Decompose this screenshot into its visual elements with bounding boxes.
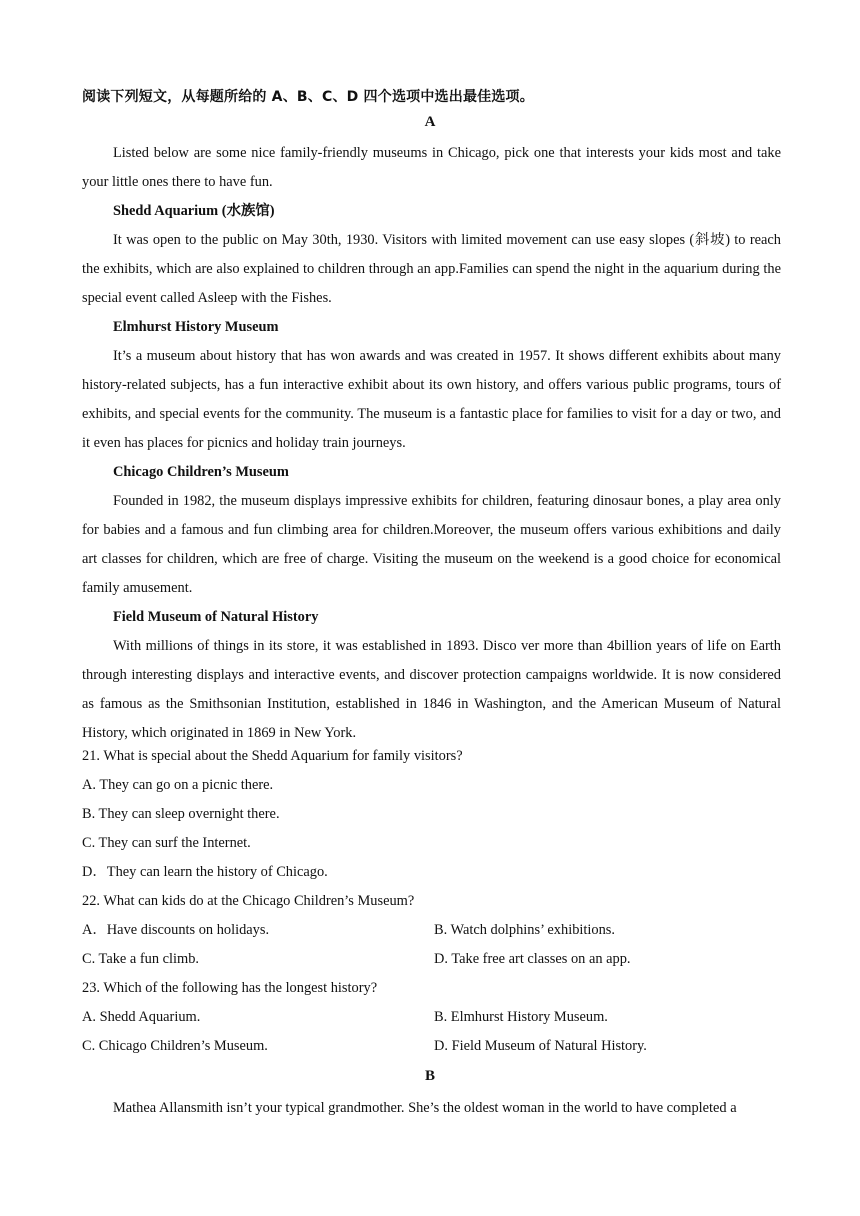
intro-paragraph: Listed below are some nice family-friendly museums in Chicago, pick one that interests your kids most and take your little ones there to have fun. — [82, 145, 781, 190]
answer-option: C. Chicago Children’s Museum. — [82, 1038, 268, 1054]
museum-description: It was open to the public on May 30th, 1930. Visitors with limited movement can use easy slopes (斜坡) to reach the exhibits, which are also explained to children through an app.Families can spend the night in the aquarium during the special event called Asleep with the Fishes. — [82, 232, 781, 306]
answer-option: C. They can surf the Internet. — [82, 835, 251, 851]
answer-option: C. Take a fun climb. — [82, 951, 200, 967]
museum-description: It’s a museum about history that has won awards and was created in 1957. It shows different exhibits about many history-related subjects, has a fun interactive exhibit about its own history, and offers various public programs, tours of exhibits, and special events for the community. The museum is a fantastic place for families to visit for a day or two, and it even has places for picnics and holiday train journeys. — [82, 348, 781, 451]
passage-paragraph: Mathea Allansmith isn’t your typical grandmother. She’s the oldest woman in the world to have completed a — [113, 1100, 737, 1116]
question-stem: 22. What can kids do at the Chicago Children’s Museum? — [82, 893, 415, 909]
museum-title: Chicago Children’s Museum — [113, 464, 289, 480]
answer-option: D. Field Museum of Natural History. — [434, 1038, 647, 1054]
answer-option: A. Shedd Aquarium. — [82, 1009, 201, 1025]
answer-option: A. They can go on a picnic there. — [82, 777, 274, 793]
question-stem: 23. Which of the following has the longest history? — [82, 980, 378, 996]
answer-option: B. Elmhurst History Museum. — [434, 1009, 608, 1025]
answer-option: B. They can sleep overnight there. — [82, 806, 280, 822]
museum-title: Shedd Aquarium (水族馆) — [113, 203, 275, 219]
section-a-heading: A — [424, 114, 436, 130]
answer-option: D．They can learn the history of Chicago. — [82, 864, 328, 880]
museum-title: Elmhurst History Museum — [113, 319, 279, 335]
museum-description: With millions of things in its store, it was established in 1893. Disco ver more than 4billion years of life on Earth through interesting displays and interactive events, and discover protection campaigns worldwide. It is now considered as famous as the Smithsonian Institution, established in 1846 in Washington, and the American Museum of Natural History, which originated in 1869 in New York. — [82, 638, 781, 741]
section-b-heading: B — [424, 1068, 435, 1084]
museum-title: Field Museum of Natural History — [113, 609, 319, 625]
question-stem: 21. What is special about the Shedd Aquarium for family visitors? — [82, 748, 463, 764]
section-a-passage — [82, 139, 781, 748]
instruction-text: 阅读下列短文，从每题所给的 A、B、C、D 四个选项中选出最佳选项。 — [82, 89, 534, 105]
answer-option: A．Have discounts on holidays. — [82, 922, 270, 938]
answer-option: B. Watch dolphins’ exhibitions. — [434, 922, 615, 938]
museum-description: Founded in 1982, the museum displays impressive exhibits for children, featuring dinosaur bones, a play area only for babies and a famous and fun climbing area for children.Moreover, the museum offers various exhibitions and daily art classes for children, which are free of charge. Visiting the museum on the weekend is a good choice for economical family amusement. — [82, 493, 781, 596]
section-b-passage — [82, 1094, 781, 1123]
answer-option: D. Take free art classes on an app. — [434, 951, 631, 967]
